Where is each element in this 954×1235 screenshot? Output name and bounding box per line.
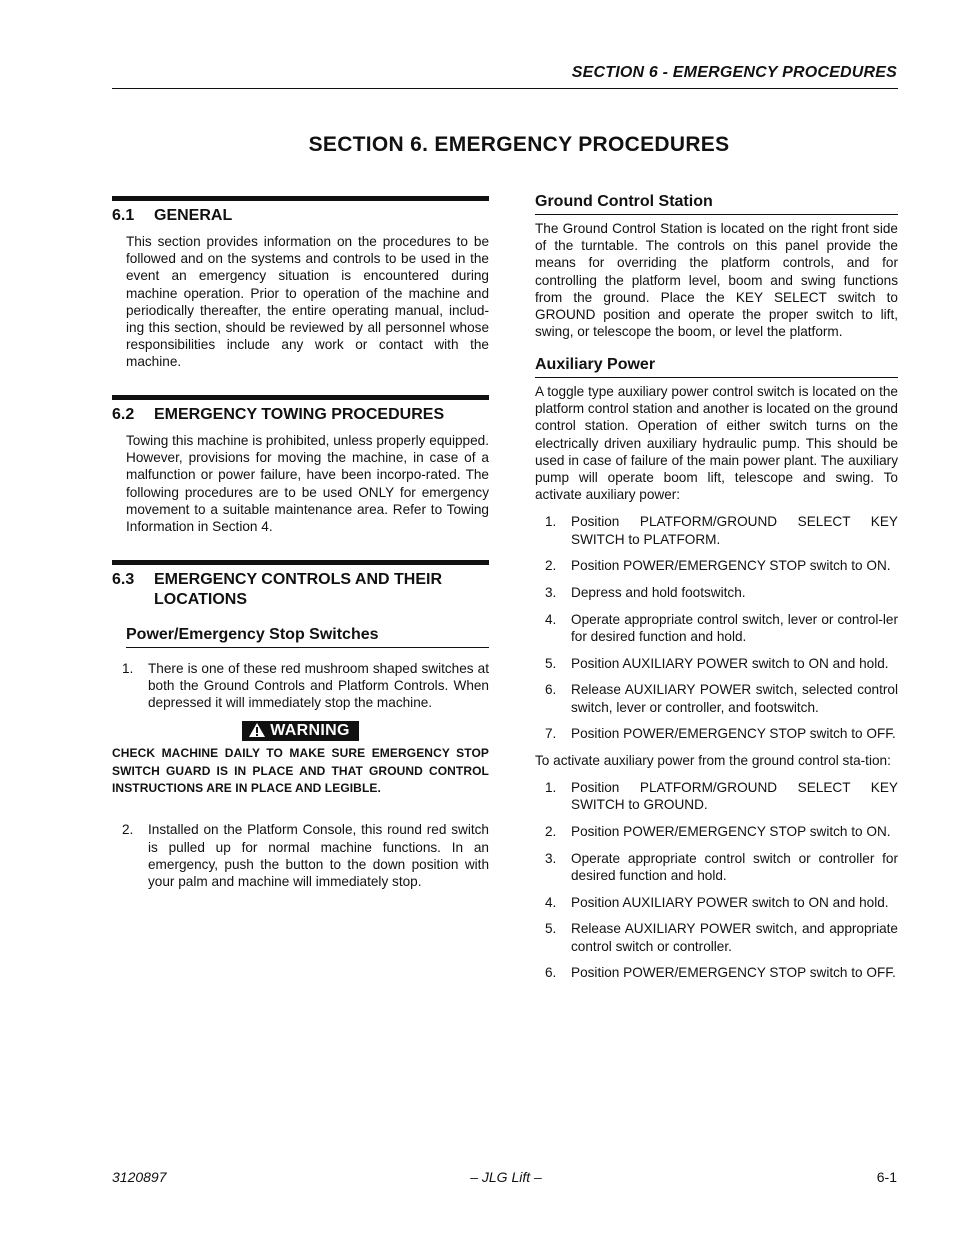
list-item (535, 584, 898, 601)
section-title: EMERGENCY TOWING PROCEDURES (154, 406, 445, 423)
section-rule (112, 560, 489, 565)
warning-text: CHECK MACHINE DAILY TO MAKE SURE EMERGENCY STOP SWITCH GUARD IS IN PLACE AND THAT GROUND CONTROL INSTRUCTIONS ARE IN PLACE AND LEGIBLE. (112, 746, 489, 795)
section-6-3 (112, 560, 489, 900)
section-rule (112, 196, 489, 201)
list-item-text: Release AUXILIARY POWER switch, and appropriate control switch or controller. (571, 921, 898, 954)
section-heading (112, 570, 489, 610)
list-item (112, 821, 489, 890)
stop-switch-list-continued (112, 821, 489, 890)
ground-control-station (535, 193, 898, 340)
list-item-number: 2. (545, 824, 557, 840)
list-item-text: Operate appropriate control switch or controller for desired function and hold. (571, 850, 898, 883)
section-title: EMERGENCY CONTROLS AND THEIR LOCATIONS (154, 571, 443, 608)
aux-ground-steps (535, 779, 898, 981)
list-item-text: There is one of these red mushroom shaped switches at both the Ground Controls and Platform Controls. When depressed it will immediately stop the machine. (148, 661, 489, 711)
warning-callout (112, 721, 489, 741)
list-item-text: Position AUXILIARY POWER switch to ON and hold. (571, 655, 889, 671)
section-body: This section provides information on the procedures to be followed and on the systems and controls to be used in the event an emergency situation is encountered during machine operation. Prior to operation of the machine and periodically thereafter, the entire operating manual, includ-ing this section, should be reviewed by all personnel whose responsibilities include any work or contact with the machine. (126, 234, 489, 370)
section-6-1 (112, 196, 489, 371)
list-item (535, 557, 898, 574)
list-item (535, 779, 898, 813)
list-item-text: Position PLATFORM/GROUND SELECT KEY SWITCH to GROUND. (571, 780, 898, 813)
list-item-number: 4. (545, 611, 557, 627)
stop-switch-list (112, 660, 489, 712)
section-heading (112, 405, 489, 425)
list-item-text: Position POWER/EMERGENCY STOP switch to ON. (571, 824, 891, 840)
list-item (535, 513, 898, 547)
list-item-text: Position POWER/EMERGENCY STOP switch to OFF. (571, 726, 896, 742)
section-number: 6.1 (112, 207, 135, 224)
list-item (535, 920, 898, 954)
running-header-title: SECTION 6 - EMERGENCY PROCEDURES (571, 64, 897, 81)
list-item-number: 6. (545, 682, 557, 698)
section-6-2 (112, 395, 489, 535)
list-item-text: Installed on the Platform Console, this round red switch is pulled up for normal machine functions. In an emergency, push the button to the down position with your palm and machine will immediately stop. (148, 822, 489, 889)
list-item-number: 1. (122, 661, 134, 676)
page-number: 6-1 (876, 1169, 897, 1185)
subsection-heading: Auxiliary Power (535, 356, 898, 378)
list-item-number: 3. (545, 585, 557, 601)
list-item (535, 850, 898, 884)
section-number: 6.2 (112, 406, 135, 423)
list-item-number: 1. (545, 780, 557, 796)
list-item (535, 894, 898, 911)
section-title: GENERAL (154, 207, 233, 224)
section-heading (112, 206, 489, 226)
list-item-number: 5. (545, 921, 557, 937)
list-item (535, 725, 898, 742)
list-item-number: 2. (545, 558, 557, 574)
section-number: 6.3 (112, 571, 135, 588)
auxiliary-power (535, 356, 898, 991)
ground-aux-intro: To activate auxiliary power from the ground control sta-tion: (535, 752, 891, 768)
list-item-number: 5. (545, 655, 557, 671)
footer-doc-number: 3120897 (112, 1169, 167, 1185)
warning-label: WARNING (270, 722, 350, 740)
list-item-number: 7. (545, 726, 557, 742)
subsection-heading: Power/Emergency Stop Switches (126, 626, 489, 648)
list-item-text: Position POWER/EMERGENCY STOP switch to ON. (571, 558, 891, 574)
list-item-text: Position PLATFORM/GROUND SELECT KEY SWITCH to PLATFORM. (571, 514, 898, 547)
section-body: Towing this machine is prohibited, unless properly equipped. However, provisions for moving the machine, in case of a malfunction or power failure, have been incorpo-rated. The following procedures are to be used ONLY for emergency movement to a suitable maintenance area. Refer to Towing Information in Section 4. (126, 433, 489, 535)
list-item-text: Release AUXILIARY POWER switch, selected control switch, lever or controller, and footswitch. (571, 682, 898, 715)
list-item (535, 611, 898, 645)
subsection-body: A toggle type auxiliary power control switch is located on the platform control station and another is located on the ground control station. Operation of either switch turns on the electrically driven auxiliary hydraulic pump. This should be used in case of failure of the main power plant. The auxiliary pump will operate boom lift, telescope and swing. To activate auxiliary power: (535, 384, 898, 503)
section-rule (112, 395, 489, 400)
warning-triangle-icon (248, 722, 266, 738)
list-item-number: 4. (545, 894, 557, 910)
aux-platform-steps (535, 513, 898, 742)
subsection-body: The Ground Control Station is located on the right front side of the turntable. The controls on this panel provide the means for overriding the platform controls, and for controlling the platform level, boom and swing functions from the ground. Place the KEY SELECT switch to GROUND position and operate the proper switch to lift, swing, or telescope the boom, or level the platform. (535, 221, 898, 340)
list-item-number: 6. (545, 965, 557, 981)
list-item-text: Position POWER/EMERGENCY STOP switch to OFF. (571, 965, 896, 981)
list-item (535, 655, 898, 672)
warning-badge (242, 721, 358, 741)
page-title: SECTION 6. EMERGENCY PROCEDURES (308, 133, 730, 156)
list-item-text: Depress and hold footswitch. (571, 585, 746, 601)
list-item (535, 823, 898, 840)
list-item-number: 3. (545, 850, 557, 866)
list-item-text: Position AUXILIARY POWER switch to ON and hold. (571, 894, 889, 910)
header-rule (112, 88, 898, 89)
list-item-text: Operate appropriate control switch, lever or control-ler for desired function and hold. (571, 611, 898, 644)
footer-center-text: – JLG Lift – (470, 1169, 542, 1185)
list-item (112, 660, 489, 712)
list-item-number: 2. (122, 822, 134, 838)
list-item-number: 1. (545, 514, 557, 530)
list-item (535, 681, 898, 715)
list-item (535, 964, 898, 981)
subsection-heading: Ground Control Station (535, 193, 898, 215)
